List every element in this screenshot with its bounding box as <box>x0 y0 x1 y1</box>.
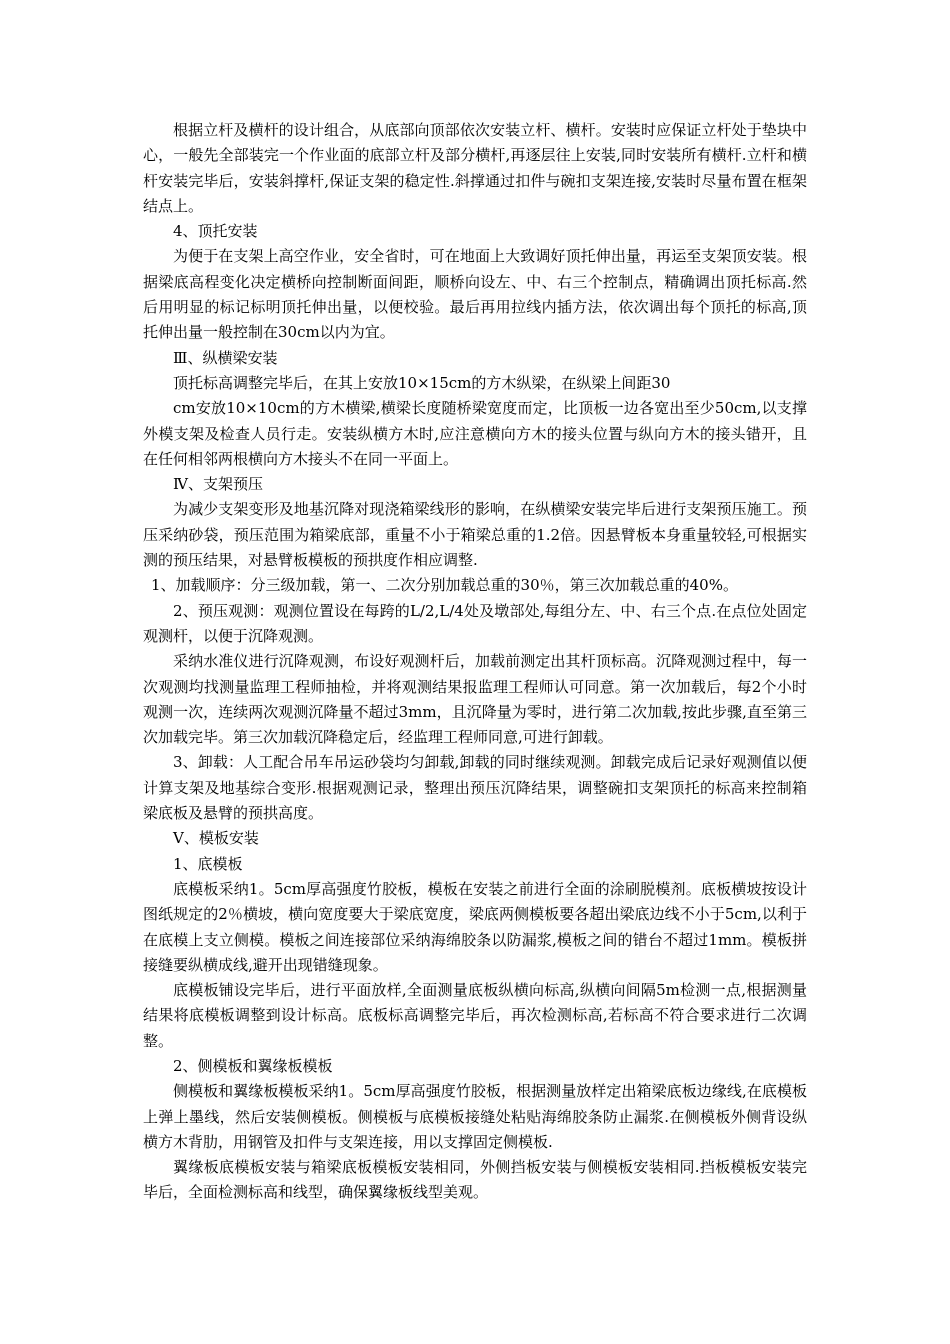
heading-preload: Ⅳ、支架预压 <box>173 475 263 494</box>
paragraph-settlement: 采纳水准仪进行沉降观测，布设好观测杆后，加载前测定出其杆顶标高。沉降观测过程中，每一次观测均找测量监理工程师抽检，并将观测结果报监理工程师认可同意。第一次加载后，每2个小时观测一次，连续两次观测沉降量不超过3mm，且沉降量为零时，进行第二次加载,按此步骤,直至第三次加载完毕。第三次加载沉降稳定后，经监理工程师同意,可进行卸载。 <box>143 652 807 747</box>
paragraph-bottom-formwork-leveling: 底模板铺设完毕后，进行平面放样,全面测量底板纵横向标高,纵横向间隔5m检测一点,根据测量结果将底模板调整到设计标高。底板标高调整完毕后，再次检测标高,若标高不符合要求进行二次调整。 <box>143 981 807 1050</box>
paragraph-beams: cm安放10×10cm的方木横梁,横梁长度随桥梁宽度而定，比顶板一边各宽出至少50cm,以支撑外模支架及检查人员行走。安装纵横方木时,应注意横向方木的接头位置与纵向方木的接头错开，且在任何相邻两根横向方木接头不在同一平面上。 <box>143 399 807 468</box>
paragraph-preload-observation: 2、预压观测：观测位置设在每跨的L/2,L/4处及墩部处,每组分左、中、右三个点.在点位处固定观测杆，以便于沉降观测。 <box>143 601 807 645</box>
heading-beams: Ⅲ、纵横梁安装 <box>173 348 278 367</box>
paragraph-beams-line1: 顶托标高调整完毕后，在其上安放10×15cm的方木纵梁，在纵梁上间距30 <box>173 373 671 392</box>
document-body <box>143 118 807 1206</box>
paragraph-top-support: 为便于在支架上高空作业，安全省时，可在地面上大致调好顶托伸出量，再运至支架顶安装。根据梁底高程变化决定横桥向控制断面间距，顺桥向设左、中、右三个控制点，精确调出顶托标高.然后用明显的标记标明顶托伸出量，以便校验。最后再用拉线内插方法，依次调出每个顶托的标高,顶托伸出量一般控制在30cm以内为宜。 <box>143 247 807 342</box>
paragraph-loading-order: 1、加载顺序：分三级加载，第一、二次分别加载总重的30％，第三次加载总重的40%。 <box>151 576 738 595</box>
paragraph-side-formwork: 侧模板和翼缘板模板采纳1。5cm厚高强度竹胶板，根据测量放样定出箱梁底板边缘线,在底模板上弹上墨线，然后安装侧模板。侧模板与底模板接缝处粘贴海绵胶条防止漏浆.在侧模板外侧背设纵横方木背肋，用钢管及扣件与支架连接，用以支撑固定侧模板. <box>143 1082 807 1151</box>
heading-side-formwork: 2、侧模板和翼缘板模板 <box>173 1056 333 1075</box>
heading-top-support: 4、顶托安装 <box>173 222 258 241</box>
paragraph-bottom-formwork: 底模板采纳1。5cm厚高强度竹胶板，模板在安装之前进行全面的涂刷脱模剂。底板横坡按设计图纸规定的2％横坡，横向宽度要大于梁底宽度，梁底两侧模板要各超出梁底边线不小于5cm,以利于在底模上支立侧模。模板之间连接部位采纳海绵胶条以防漏浆,模板之间的错台不超过1mm。模板拼接缝要纵横成线,避开出现错缝现象。 <box>143 879 807 974</box>
paragraph-flange-formwork: 翼缘板底模板安装与箱梁底板模板安装相同，外侧挡板安装与侧模板安装相同.挡板模板安装完毕后，全面检测标高和线型，确保翼缘板线型美观。 <box>143 1158 807 1202</box>
paragraph-unloading: 3、卸载：人工配合吊车吊运砂袋均匀卸载,卸载的同时继续观测。卸载完成后记录好观测值以便计算支架及地基综合变形.根据观测记录，整理出预压沉降结果，调整碗扣支架顶托的标高来控制箱梁底板及悬臂的预拱高度。 <box>143 753 807 823</box>
paragraph-preload: 为减少支架变形及地基沉降对现浇箱梁线形的影响，在纵横梁安装完毕后进行支架预压施工。预压采纳砂袋，预压范围为箱梁底部，重量不小于箱梁总重的1.2倍。因悬臂板本身重量较轻,可根据实测的预压结果，对悬臂板模板的预拱度作相应调整. <box>143 500 807 570</box>
heading-formwork: Ⅴ、模板安装 <box>173 829 259 848</box>
heading-bottom-formwork: 1、底模板 <box>173 854 243 873</box>
paragraph-pole-installation: 根据立杆及横杆的设计组合，从底部向顶部依次安装立杆、横杆。安装时应保证立杆处于垫块中心，一般先全部装完一个作业面的底部立杆及部分横杆,再逐层往上安装,同时安装所有横杆.立杆和横杆安装完毕后，安装斜撑杆,保证支架的稳定性.斜撑通过扣件与碗扣支架连接,安装时尽量布置在框架结点上。 <box>143 121 807 215</box>
